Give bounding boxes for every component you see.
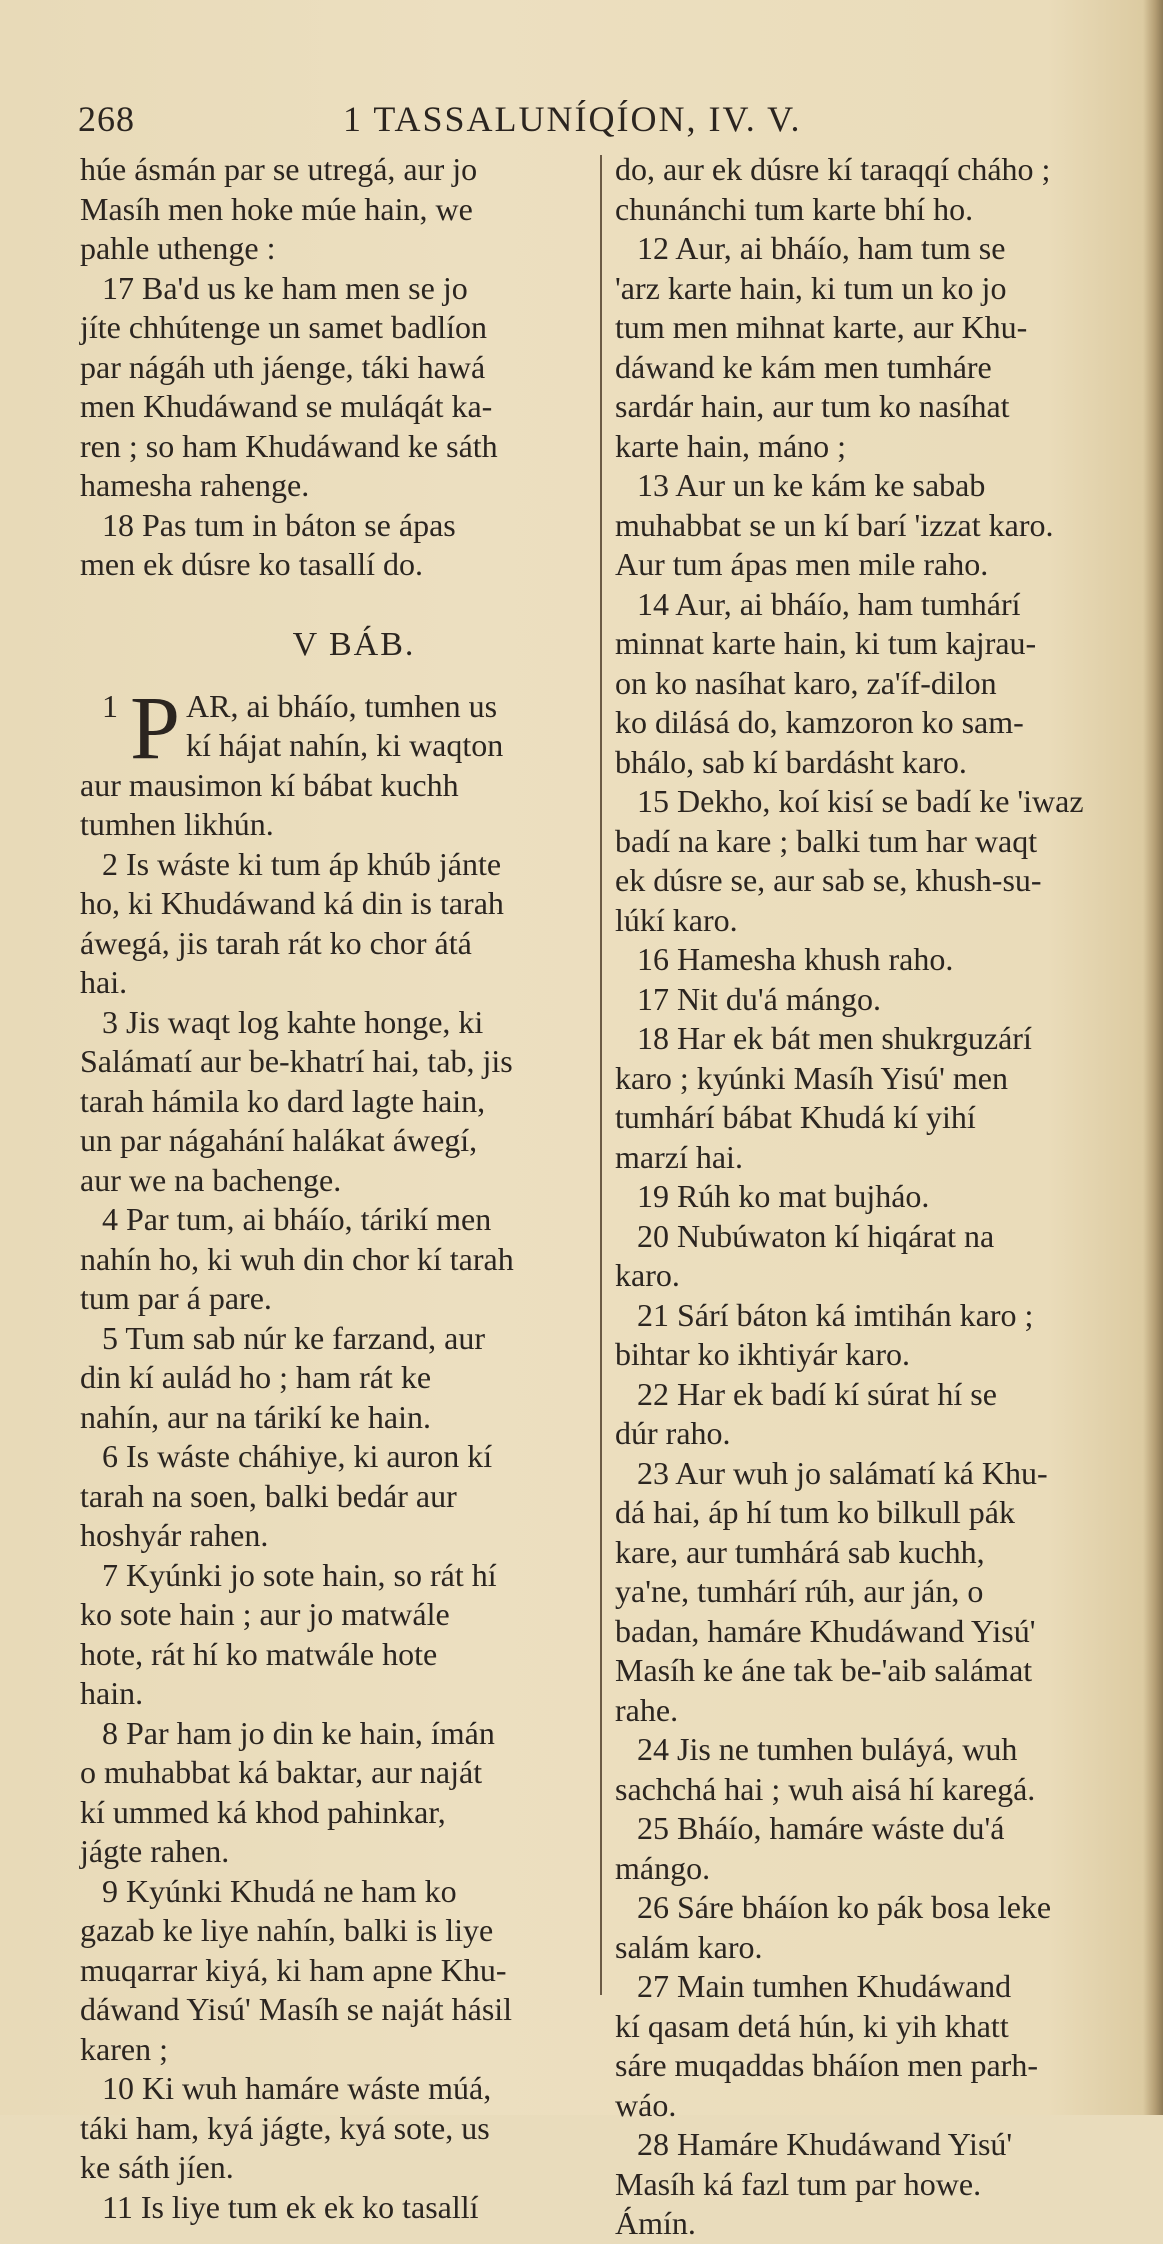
text-line: 17 Nit du'á mángo. bbox=[637, 980, 881, 1017]
page-edge-shadow bbox=[1143, 0, 1163, 2115]
text-line: 3 Jis waqt log kahte honge, ki bbox=[102, 1003, 484, 1040]
text-line: jágte rahen. bbox=[80, 1833, 230, 1869]
page-number: 268 bbox=[78, 99, 135, 139]
text-line: karo ; kyúnki Masíh Yisú' men bbox=[615, 1059, 1008, 1096]
text-line: men Khudáwand se muláqát ka- bbox=[80, 388, 493, 424]
verse-number: 1 bbox=[102, 687, 118, 724]
text-line: áwegá, jis tarah rát ko chor átá bbox=[80, 924, 472, 961]
text-line: mángo. bbox=[615, 1849, 711, 1886]
text-line: bhálo, sab kí bardásht karo. bbox=[615, 743, 967, 780]
text-line: minnat karte hain, ki tum kajrau- bbox=[615, 625, 1037, 661]
text-line: ko sote hain ; aur jo matwále bbox=[80, 1596, 450, 1632]
text-line: rahe. bbox=[615, 1691, 679, 1728]
text-line: kí ummed ká khod pahinkar, bbox=[80, 1793, 446, 1830]
text-line: húe ásmán par se utregá, aur jo bbox=[80, 151, 478, 187]
text-line: wáo. bbox=[615, 2086, 677, 2123]
text-line: tumhen likhún. bbox=[80, 806, 274, 842]
text-line: ko dilásá do, kamzoron ko sam- bbox=[615, 704, 1024, 740]
text-line: 'arz karte hain, ki tum un ko jo bbox=[615, 269, 1007, 306]
text-line: sardár hain, aur tum ko nasíhat bbox=[615, 388, 1010, 424]
text-line: tarah hámila ko dard lagte hain, bbox=[80, 1082, 486, 1119]
text-line: 21 Sárí báton ká imtihán karo ; bbox=[637, 1296, 1034, 1333]
text-line: tum men mihnat karte, aur Khu- bbox=[615, 309, 1028, 345]
text-line: ren ; so ham Khudáwand ke sáth bbox=[80, 427, 498, 464]
text-line: Aur tum ápas men mile raho. bbox=[615, 546, 989, 582]
text-line: dáwand Yisú' Masíh se naját hásil bbox=[80, 1991, 513, 2027]
text-line: sáre muqaddas bháíon men parh- bbox=[615, 2047, 1038, 2083]
text-line: hain. bbox=[80, 1675, 144, 1711]
left-column bbox=[80, 150, 588, 2227]
text-line: 18 Har ek bát men shukrguzárí bbox=[637, 1020, 1032, 1056]
text-line: Salámatí aur be-khatrí hai, tab, jis bbox=[80, 1043, 513, 1079]
chapter-heading: V BÁB. bbox=[292, 625, 416, 663]
text-line: 4 Par tum, ai bháío, tárikí men bbox=[102, 1201, 492, 1237]
text-line: 18 Pas tum in báton se ápas bbox=[102, 506, 456, 543]
text-line: hote, rát hí ko matwále hote bbox=[80, 1635, 438, 1672]
text-line: salám karo. bbox=[615, 1928, 763, 1965]
running-head bbox=[78, 98, 878, 148]
text-line: 17 Ba'd us ke ham men se jo bbox=[102, 269, 468, 306]
column-divider bbox=[600, 155, 602, 1995]
text-line: aur we na bachenge. bbox=[80, 1161, 342, 1198]
text-line: on ko nasíhat karo, za'íf-dilon bbox=[615, 664, 997, 701]
text-line: hoshyár rahen. bbox=[80, 1517, 269, 1553]
text-line: 27 Main tumhen Khudáwand bbox=[637, 1968, 1012, 2004]
text-line: jíte chhútenge un samet badlíon bbox=[80, 309, 487, 345]
right-column bbox=[615, 150, 1145, 2244]
text-line: un par nágahání halákat áwegí, bbox=[80, 1122, 478, 1158]
text-line: 22 Har ek badí kí súrat hí se bbox=[637, 1375, 997, 1412]
running-title: 1 TASSALUNÍQÍON, IV. V. bbox=[343, 99, 802, 139]
text-line: 8 Par ham jo din ke hain, ímán bbox=[102, 1714, 495, 1751]
dropcap-paragraph-start bbox=[80, 678, 588, 778]
text-line: 25 Bháío, hamáre wáste du'á bbox=[637, 1810, 1005, 1846]
text-line: lúkí karo. bbox=[615, 901, 738, 938]
text-line: din kí aulád ho ; ham rát ke bbox=[80, 1359, 432, 1395]
text-line: gazab ke liye nahín, balki is liye bbox=[80, 1912, 494, 1948]
text-line: 28 Hamáre Khudáwand Yisú' bbox=[637, 2126, 1013, 2162]
text-line: 13 Aur un ke kám ke sabab bbox=[637, 467, 986, 503]
text-line: karte hain, máno ; bbox=[615, 427, 847, 464]
text-line: Ámín. bbox=[615, 2205, 696, 2241]
right-column-lines bbox=[615, 150, 1145, 2244]
text-line: 23 Aur wuh jo salámatí ká Khu- bbox=[637, 1454, 1048, 1491]
text-line: kare, aur tumhárá sab kuchh, bbox=[615, 1533, 985, 1570]
text-line: 15 Dekho, koí kisí se badí ke 'iwaz bbox=[637, 783, 1084, 819]
text-line: muqarrar kiyá, ki ham apne Khu- bbox=[80, 1951, 507, 1988]
text-line: ho, ki Khudáwand ká din is tarah bbox=[80, 885, 504, 921]
text-line: Masíh ke áne tak be-'aib salámat bbox=[615, 1652, 1033, 1688]
text-line: muhabbat se un kí barí 'izzat karo. bbox=[615, 506, 1054, 543]
text-line: Masíh men hoke múe hain, we bbox=[80, 190, 473, 227]
text-line: par nágáh uth jáenge, táki hawá bbox=[80, 348, 486, 385]
drop-cap-letter: P bbox=[130, 678, 181, 778]
text-line: 9 Kyúnki Khudá ne ham ko bbox=[102, 1872, 457, 1909]
text-line: tarah na soen, balki bedár aur bbox=[80, 1477, 457, 1514]
text-line: tumhárí bábat Khudá kí yihí bbox=[615, 1099, 976, 1135]
text-line: nahín ho, ki wuh din chor kí tarah bbox=[80, 1240, 514, 1277]
text-line: sachchá hai ; wuh aisá hí karegá. bbox=[615, 1770, 1036, 1807]
text-line: 26 Sáre bháíon ko pák bosa leke bbox=[637, 1889, 1052, 1925]
text-line: dáwand ke kám men tumháre bbox=[615, 348, 992, 385]
text-line: 11 Is liye tum ek ek ko tasallí bbox=[102, 2188, 479, 2225]
text-line: pahle uthenge : bbox=[80, 230, 276, 266]
text-line: kí hájat nahín, ki waqton bbox=[186, 727, 504, 763]
text-line: o muhabbat ká baktar, aur naját bbox=[80, 1754, 483, 1790]
text-line: 19 Rúh ko mat bujháo. bbox=[637, 1178, 930, 1214]
text-line: badí na kare ; balki tum har waqt bbox=[615, 822, 1038, 859]
text-line: men ek dúsre ko tasallí do. bbox=[80, 546, 424, 582]
text-line: AR, ai bháío, tumhen us bbox=[186, 687, 498, 724]
text-line: hai. bbox=[80, 964, 128, 1000]
text-line: karo. bbox=[615, 1257, 680, 1293]
text-line: 20 Nubúwaton kí hiqárat na bbox=[637, 1217, 995, 1254]
text-line: hamesha rahenge. bbox=[80, 467, 310, 503]
text-line: dá hai, áp hí tum ko bilkull pák bbox=[615, 1494, 1015, 1530]
text-line: dúr raho. bbox=[615, 1415, 731, 1451]
text-line: ke sáth jíen. bbox=[80, 2149, 234, 2185]
text-line: do, aur ek dúsre kí taraqqí cháho ; bbox=[615, 151, 1051, 187]
text-line: 24 Jis ne tumhen buláyá, wuh bbox=[637, 1731, 1018, 1767]
left-column-lines-after bbox=[80, 766, 588, 2228]
text-line: táki ham, kyá jágte, kyá sote, us bbox=[80, 2109, 490, 2146]
text-line: chunánchi tum karte bhí ho. bbox=[615, 190, 974, 227]
text-line: ya'ne, tumhárí rúh, aur ján, o bbox=[615, 1573, 984, 1609]
text-line: 10 Ki wuh hamáre wáste múá, bbox=[102, 2070, 492, 2106]
text-line: nahín, aur na tárikí ke hain. bbox=[80, 1398, 431, 1435]
text-line: 5 Tum sab núr ke farzand, aur bbox=[102, 1319, 486, 1356]
text-line: ek dúsre se, aur sab se, khush-su- bbox=[615, 862, 1042, 898]
text-line: 6 Is wáste cháhiye, ki auron kí bbox=[102, 1438, 493, 1474]
text-line: badan, hamáre Khudáwand Yisú' bbox=[615, 1612, 1036, 1649]
text-line: 2 Is wáste ki tum áp khúb jánte bbox=[102, 845, 502, 882]
text-line: tum par á pare. bbox=[80, 1280, 272, 1316]
text-line: 7 Kyúnki jo sote hain, so rát hí bbox=[102, 1556, 497, 1593]
text-line: aur mausimon kí bábat kuchh bbox=[80, 766, 459, 803]
text-line: 12 Aur, ai bháío, ham tum se bbox=[637, 230, 1006, 266]
text-line: Masíh ká fazl tum par howe. bbox=[615, 2165, 982, 2202]
text-line: bihtar ko ikhtiyár karo. bbox=[615, 1336, 911, 1372]
text-line: marzí hai. bbox=[615, 1138, 743, 1175]
text-line: 16 Hamesha khush raho. bbox=[637, 941, 954, 977]
text-line: karen ; bbox=[80, 2030, 168, 2067]
text-line: kí qasam detá hún, ki yih khatt bbox=[615, 2007, 1009, 2044]
text-line: 14 Aur, ai bháío, ham tumhárí bbox=[637, 585, 1021, 622]
left-column-lines-before bbox=[80, 150, 588, 585]
